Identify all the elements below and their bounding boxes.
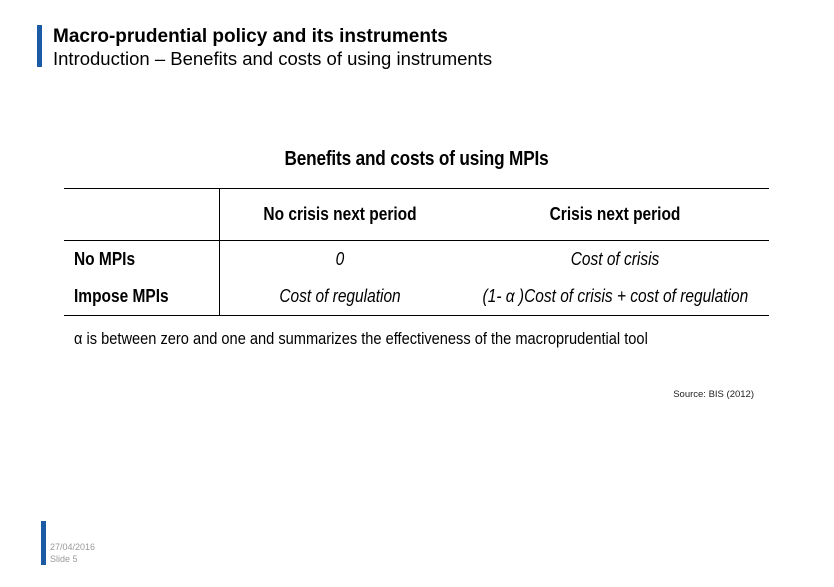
row-label-impose-mpis: Impose MPIs: [74, 286, 169, 306]
slide-title: Macro-prudential policy and its instruments: [53, 26, 448, 47]
table-bottom-rule: [64, 315, 769, 316]
footer-slide-number: Slide 5: [50, 554, 78, 564]
row-label-no-mpis: No MPIs: [74, 249, 136, 269]
cell-no-mpis-crisis: Cost of crisis: [570, 249, 660, 269]
header-accent-bar: [37, 25, 42, 67]
source-note: Source: BIS (2012): [673, 389, 754, 400]
column-header-crisis: Crisis next period: [549, 204, 681, 224]
figure-title: Benefits and costs of using MPIs: [284, 148, 549, 170]
table-header-rule: [64, 240, 769, 241]
footer-accent-bar: [41, 521, 46, 565]
cell-impose-mpis-no-crisis: Cost of regulation: [279, 286, 401, 306]
slide-footer: [50, 541, 95, 565]
table-top-rule: [64, 188, 769, 189]
cell-impose-mpis-crisis: (1- α )Cost of crisis + cost of regulation: [482, 286, 749, 306]
footer-date: 27/04/2016: [50, 542, 96, 552]
slide-header: [53, 26, 492, 70]
slide-subtitle: Introduction – Benefits and costs of using instruments: [53, 48, 493, 69]
cell-no-mpis-no-crisis: 0: [335, 249, 345, 269]
table-column-divider: [219, 189, 220, 315]
figure-footnote: α is between zero and one and summarizes the effectiveness of the macroprudential tool: [74, 329, 648, 348]
column-header-no-crisis: No crisis next period: [263, 204, 417, 224]
